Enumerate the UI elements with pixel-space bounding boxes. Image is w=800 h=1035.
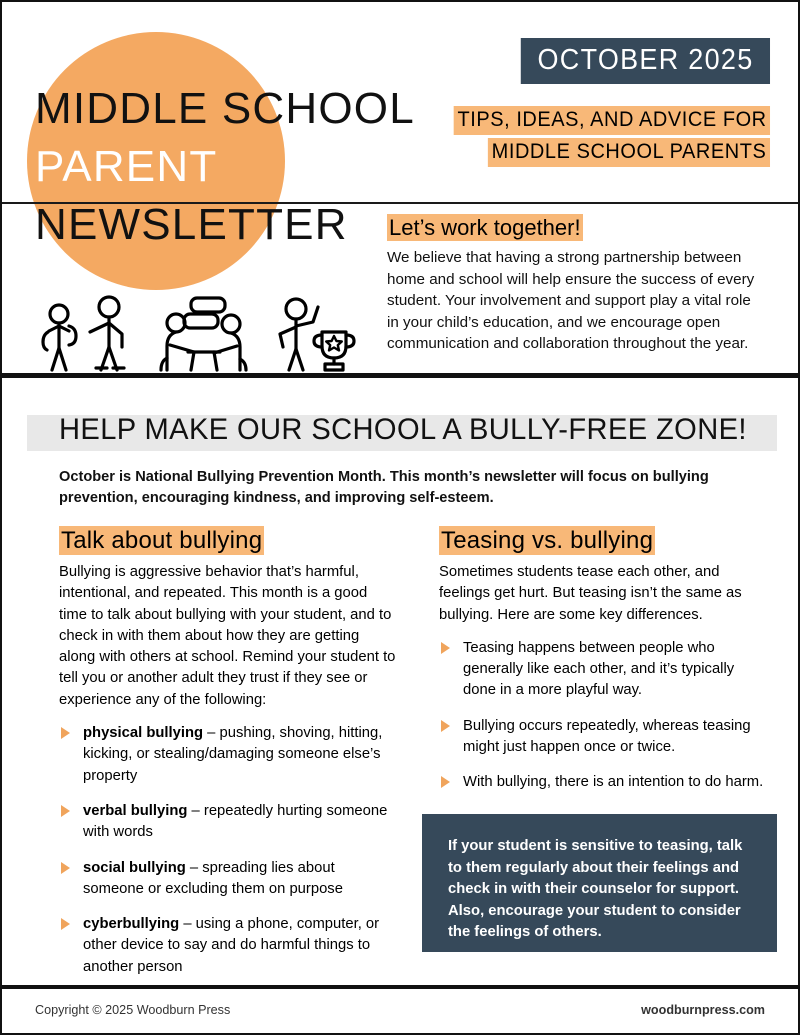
issue-date-badge: OCTOBER 2025 bbox=[521, 38, 770, 84]
list-item bbox=[439, 772, 769, 793]
bullet-text: Bullying occurs repeatedly, whereas teasing might just happen once or twice. bbox=[463, 717, 751, 756]
tip-callout-text: If your student is sensitive to teasing, talk to them regularly about their feelings and check in with their counselor for support. Also, encourage your student to consider the feelings of others. bbox=[448, 838, 743, 940]
tagline bbox=[350, 106, 770, 170]
arrow-right-icon bbox=[61, 918, 70, 930]
tagline-line-1: TIPS, IDEAS, AND ADVICE FOR bbox=[453, 106, 770, 135]
bullet-text: – repeatedly hurting someone with words bbox=[83, 802, 388, 841]
student-flexing-icon bbox=[280, 299, 318, 370]
left-column-heading: Talk about bullying bbox=[61, 527, 263, 554]
list-item bbox=[439, 716, 769, 759]
bullet-text: – pushing, shoving, hitting, kicking, or stealing/damaging someone else’s property bbox=[83, 725, 383, 784]
section-banner-title: HELP MAKE OUR SCHOOL A BULLY-FREE ZONE! bbox=[59, 413, 747, 446]
right-column-bullet-list bbox=[439, 638, 769, 794]
bullet-text: Teasing happens between people who generally like each other, and it’s typically done in a more playful way. bbox=[463, 639, 735, 699]
left-column-bullet-list bbox=[59, 723, 399, 978]
left-column-body: Bullying is aggressive behavior that’s harmful, intentional, and repeated. This month is a good time to talk about bullying with your student, and to check in with them about how they are getting along with others at school. Remind your student to tell you or another adult they trust if they see or experience any of the following: bbox=[59, 564, 396, 708]
arrow-right-icon bbox=[441, 776, 450, 788]
list-item bbox=[59, 858, 399, 901]
left-column bbox=[59, 526, 399, 992]
bullet-text: – using a phone, computer, or other device to say and do harmful things to another person bbox=[83, 916, 380, 975]
copyright-text: Copyright © 2025 Woodburn Press bbox=[35, 1003, 231, 1017]
adult-pointing-icon bbox=[90, 297, 124, 370]
bullet-term: physical bullying bbox=[83, 725, 204, 742]
two-people-at-table-icon bbox=[161, 298, 246, 370]
tagline-line-2: MIDDLE SCHOOL PARENTS bbox=[488, 138, 770, 167]
students-and-teacher-illustration bbox=[28, 290, 358, 372]
intro-block bbox=[387, 214, 759, 355]
arrow-right-icon bbox=[441, 642, 450, 654]
list-item bbox=[59, 914, 399, 978]
tip-callout-box bbox=[422, 814, 777, 952]
footer-divider bbox=[2, 985, 798, 989]
newsletter-footer bbox=[2, 997, 798, 1033]
list-item bbox=[59, 723, 399, 787]
arrow-right-icon bbox=[441, 720, 450, 732]
right-column-heading: Teasing vs. bullying bbox=[441, 527, 654, 554]
arrow-right-icon bbox=[61, 727, 70, 739]
arrow-right-icon bbox=[61, 862, 70, 874]
newsletter-header bbox=[2, 2, 798, 374]
right-column bbox=[439, 526, 769, 808]
intro-heading: Let’s work together! bbox=[389, 215, 581, 240]
section-lede: October is National Bullying Prevention Month. This month’s newsletter will focus on bullying prevention, encouraging kindness, and improving self-esteem. bbox=[59, 469, 709, 506]
bullet-text: – spreading lies about someone or excluding them on purpose bbox=[83, 859, 343, 897]
masthead-line-1: MIDDLE SCHOOL bbox=[35, 84, 415, 133]
bullet-term: cyberbullying bbox=[83, 916, 180, 933]
masthead-line-3: NEWSLETTER bbox=[35, 200, 348, 249]
intro-body: We believe that having a strong partnership between home and school will help ensure the success of every student. Your involvement and support play a vital role in your child’s education, and we encourage open communication and collaboration throughout the year. bbox=[387, 249, 755, 352]
right-column-body: Sometimes students tease each other, and feelings get hurt. But teasing isn’t the same as bullying. Here are some key differences. bbox=[439, 564, 742, 623]
website-link[interactable]: woodburnpress.com bbox=[641, 1003, 765, 1017]
list-item bbox=[59, 801, 399, 844]
masthead-line-2: PARENT bbox=[35, 142, 218, 191]
trophy-icon bbox=[314, 332, 354, 370]
bullet-text: With bullying, there is an intention to do harm. bbox=[463, 774, 764, 791]
bullet-term: social bullying bbox=[83, 859, 186, 876]
list-item bbox=[439, 638, 769, 702]
student-with-backpack-icon bbox=[43, 305, 76, 370]
bullet-term: verbal bullying bbox=[83, 802, 188, 819]
header-divider-thick bbox=[2, 373, 798, 378]
arrow-right-icon bbox=[61, 805, 70, 817]
speech-bubbles-icon bbox=[184, 298, 225, 328]
